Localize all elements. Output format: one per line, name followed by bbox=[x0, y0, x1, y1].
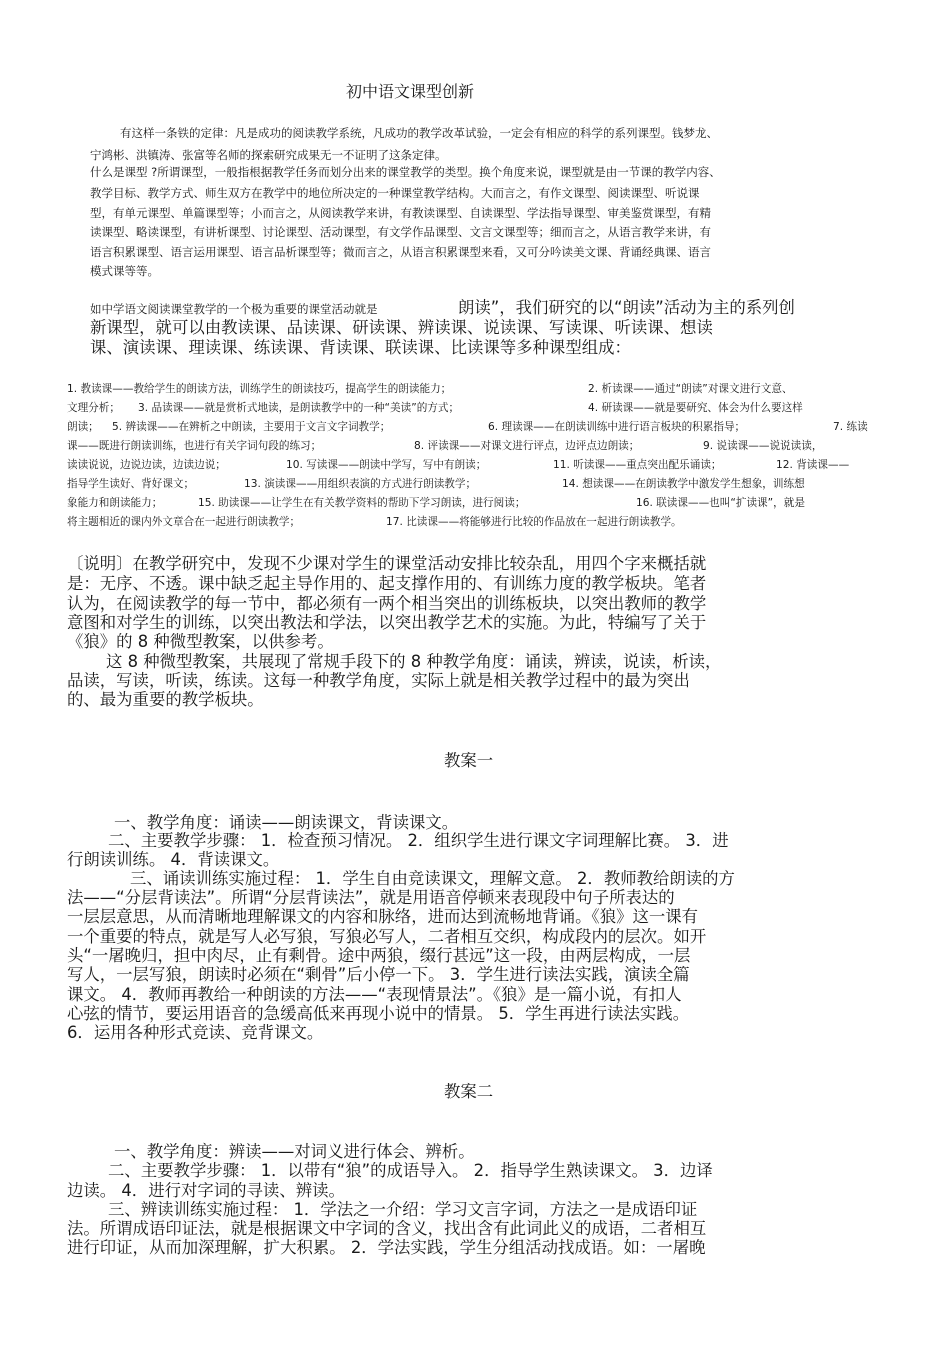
list-item: 将主题相近的课内外文章合在一起进行朗读教学； bbox=[67, 516, 301, 528]
text-line: 新课型，就可以由教读课、品读课、研读课、辨读课、说读课、写读课、听读课、想读 bbox=[90, 318, 713, 337]
text-line: 三、辨读训练实施过程： 1．学法之一介绍：学习文言字词，方法之一是成语印证 bbox=[108, 1200, 698, 1219]
text-line: 边读。 4．进行对字词的寻读、辨读。 bbox=[67, 1181, 345, 1200]
list-item: 8. 评读课——对课文进行评点，边评点边朗读； bbox=[414, 440, 640, 452]
list-item: 3. 品读课——就是赏析式地读，是朗读教学中的一种“美读”的方式； bbox=[138, 402, 460, 414]
text-line: 课文。 4．教师再教给一种朗读的方法——“表现情景法”。《狼》是一篇小说，有扣人 bbox=[67, 985, 682, 1004]
text-line: 法。所谓成语印证法，就是根据课文中字词的含义，找出含有此词此义的成语，二者相互 bbox=[67, 1219, 707, 1238]
text-line: 课、演读课、理读课、练读课、背读课、联读课、比读课等多种课型组成： bbox=[90, 338, 631, 357]
lesson-heading: 教案二 bbox=[444, 1082, 494, 1101]
text-line: 二、主要教学步骤： 1．检查预习情况。 2．组织学生进行课文字词理解比赛。 3．进 bbox=[108, 831, 729, 850]
text-line: 进行印证，从而加深理解，扩大积累。 2．学法实践，学生分组活动找成语。如：一屠晚 bbox=[67, 1238, 706, 1257]
list-item: 12. 背读课—— bbox=[776, 459, 850, 471]
text-line: 认为，在阅读教学的每一节中，都必须有一两个相当突出的训练板块，以突出教师的教学 bbox=[67, 594, 707, 613]
list-item: 11. 听读课——重点突出配乐诵读； bbox=[553, 459, 722, 471]
text-line: 法——“分层背读法”。所谓“分层背读法”，就是用语音停顿来表现段中句子所表达的 bbox=[67, 888, 675, 907]
text-line: 这 8 种微型教案，共展现了常规手段下的 8 种教学角度：诵读，辨读，说读，析读， bbox=[106, 652, 722, 671]
text-line: 朗读”，我们研究的以“朗读”活动为主的系列创 bbox=[458, 298, 795, 317]
text-line: 有这样一条铁的定律：凡是成功的阅读教学系统，凡成功的教学改革试验，一定会有相应的科学的系列课型。钱梦龙、 bbox=[120, 126, 718, 140]
text-line: 一层层意思，从而清晰地理解课文的内容和脉络，进而达到流畅地背诵。《狼》这一课有 bbox=[67, 907, 699, 926]
text-line: 《狼》的 8 种微型教案，以供参考。 bbox=[67, 632, 334, 651]
list-item: 5. 辨读课——在辨析之中朗读，主要用于文言文字词教学； bbox=[112, 421, 391, 433]
list-item: 象能力和朗读能力； bbox=[67, 497, 163, 509]
text-line: 教学目标、教学方式、师生双方在教学中的地位所决定的一种课堂教学结构。大而言之，有作文课型、阅读课型、听说课 bbox=[90, 186, 700, 200]
text-line: 一个重要的特点，就是写人必写狼，写狼必写人，二者相互交织，构成段内的层次。如开 bbox=[67, 927, 707, 946]
page-title: 初中语文课型创新 bbox=[346, 82, 475, 101]
text-line: 读课型、略读课型，有讲析课型、讨论课型、活动课型，有文学作品课型、文言文课型等；细而言之，从语言教学来讲，有 bbox=[90, 225, 711, 239]
text-line: 写人，一层写狼，朗读时必须在“剩骨”后小停一下。 3．学生进行读法实践，演读全篇 bbox=[67, 965, 690, 984]
list-item: 9. 说读课——说说读读， bbox=[703, 440, 823, 452]
text-line: 是：无序、不透。课中缺乏起主导作用的、起支撑作用的、有训练力度的教学板块。笔者 bbox=[67, 574, 707, 593]
text-line: 一、教学角度：诵读——朗读课文，背读课文。 bbox=[114, 813, 459, 832]
list-item: 13. 演读课——用组织表演的方式进行朗读教学； bbox=[244, 478, 477, 490]
list-item: 朗读； bbox=[67, 421, 99, 433]
text-line: 宁鸿彬、洪镇涛、张富等名师的探索研究成果无一不证明了这条定律。 bbox=[90, 148, 447, 162]
text-line: 〔说明〕在教学研究中，发现不少课对学生的课堂活动安排比较杂乱，用四个字来概括就 bbox=[67, 554, 707, 573]
list-item: 文理分析； bbox=[67, 402, 120, 414]
list-item: 16. 联读课——也叫“扩读课”，就是 bbox=[636, 497, 805, 509]
list-item: 14. 想读课——在朗读教学中激发学生想象，训练想 bbox=[562, 478, 805, 490]
text-line: 行朗读训练。 4．背读课文。 bbox=[67, 850, 280, 869]
text-line: 6．运用各种形式竞读、竞背课文。 bbox=[67, 1023, 324, 1042]
list-item: 10. 写读课——朗读中学写，写中有朗读； bbox=[286, 459, 487, 471]
text-line: 意图和对学生的训练，以突出教法和学法，以突出教学艺术的实施。为此，特编写了关于 bbox=[67, 613, 707, 632]
list-item: 2. 析读课——通过“朗读”对课文进行文意、 bbox=[588, 383, 793, 395]
text-line: 一、教学角度：辨读——对词义进行体会、辨析。 bbox=[114, 1142, 475, 1161]
list-item: 6. 理读课——在朗读训练中进行语言板块的积累指导； bbox=[488, 421, 746, 433]
lesson-heading: 教案一 bbox=[444, 751, 494, 770]
list-item: 课——既进行朗读训练，也进行有关字词句段的练习； bbox=[67, 440, 322, 452]
text-line: 三、诵读训练实施过程： 1．学生自由竞读课文，理解文意。 2．教师教给朗读的方 bbox=[130, 869, 735, 888]
list-item: 读读说说，边说边读，边读边说； bbox=[67, 459, 226, 471]
list-item: 7. 练读 bbox=[833, 421, 868, 433]
text-line: 模式课等等。 bbox=[90, 264, 159, 278]
list-item: 15. 助读课——让学生在有关教学资料的帮助下学习朗读，进行阅读； bbox=[198, 497, 526, 509]
text-line: 如中学语文阅读课堂教学的一个极为重要的课堂活动就是 bbox=[90, 302, 378, 316]
text-line: 型，有单元课型、单篇课型等；小而言之，从阅读教学来讲，有教读课型、自读课型、学法指导课型、审美鉴赏课型，有精 bbox=[90, 206, 711, 220]
text-line: 什么是课型 ?所谓课型，一般指根据教学任务而划分出来的课堂教学的类型。换个角度来说，课型就是由一节课的教学内容、 bbox=[90, 165, 721, 179]
text-line: 品读，写读，听读，练读。这每一种教学角度，实际上就是相关教学过程中的最为突出 bbox=[67, 671, 690, 690]
text-line: 的、最为重要的教学板块。 bbox=[67, 690, 264, 709]
text-line: 二、主要教学步骤： 1．以带有“狼”的成语导入。 2．指导学生熟读课文。 3．边译 bbox=[108, 1161, 713, 1180]
text-line: 心弦的情节，要运用语音的急缓高低来再现小说中的情景。 5．学生再进行读法实践。 bbox=[67, 1004, 690, 1023]
list-item: 17. 比读课——将能够进行比较的作品放在一起进行朗读教学。 bbox=[386, 516, 682, 528]
list-item: 4. 研读课——就是要研究、体会为什么要这样 bbox=[588, 402, 803, 414]
list-item: 1. 教读课——教给学生的朗读方法，训练学生的朗读技巧，提高学生的朗读能力； bbox=[67, 383, 452, 395]
text-line: 头“一屠晚归，担中肉尽，止有剩骨。途中两狼，缀行甚远”这一段，由两层构成，一层 bbox=[67, 946, 691, 965]
text-line: 语言积累课型、语言运用课型、语言品析课型等；微而言之，从语言积累课型来看，又可分吟读美文课、背诵经典课、语言 bbox=[90, 245, 711, 259]
list-item: 指导学生读好、背好课文； bbox=[67, 478, 195, 490]
